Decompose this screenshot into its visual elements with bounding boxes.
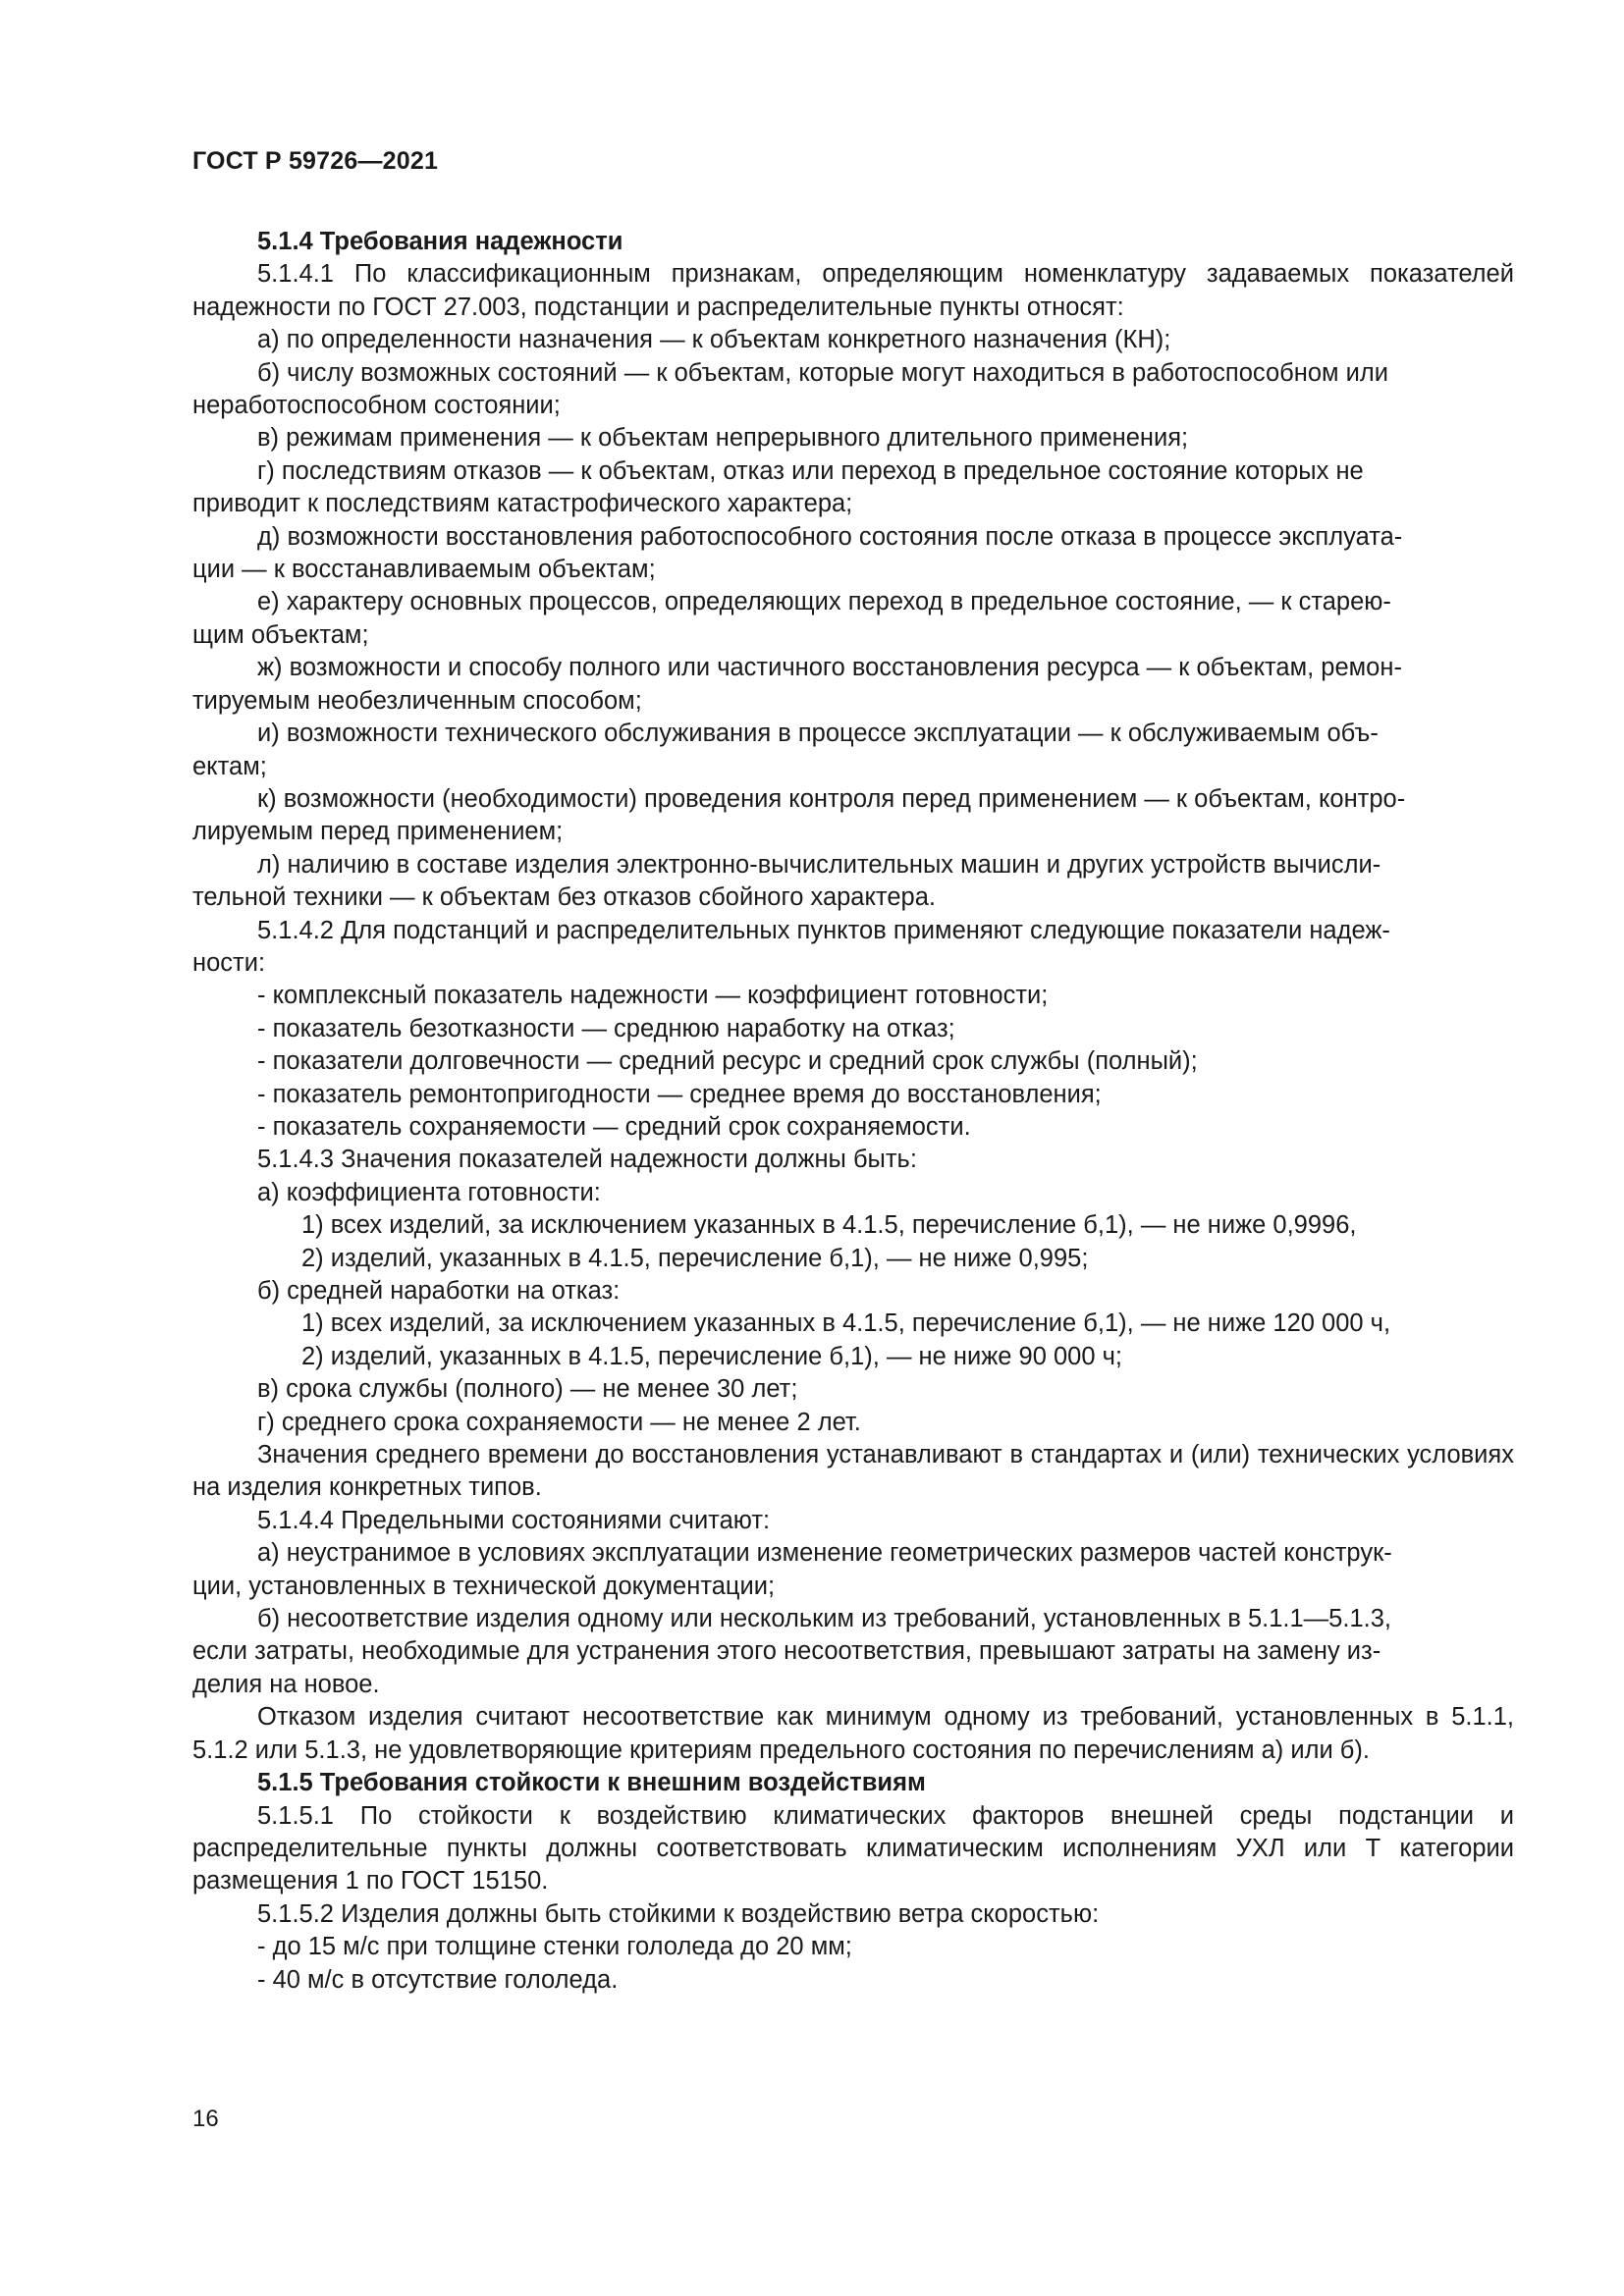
- list-item-l: л) наличию в составе изделия электронно-вычислительных машин и других устройств вычисли-: [257, 850, 1381, 879]
- list-item-g-cont: приводит к последствиям катастрофического характера;: [192, 490, 853, 518]
- limit-item-b-cont: делия на новое.: [192, 1670, 380, 1698]
- list-item-e: е) характеру основных процессов, определяющих переход в предельное состояние, — к старею-: [257, 588, 1391, 616]
- paragraph-5-1-5-1: 5.1.5.1 По стойкости к воздействию климатических факторов внешней среды подстанции и распределительные пункты должны соответствовать климатическим исполнениям УХЛ или Т категории размещения 1 по ГОСТ 15150.: [192, 1801, 1514, 1896]
- value-subitem: 2) изделий, указанных в 4.1.5, перечисление б,1), — не ниже 0,995;: [301, 1244, 1089, 1272]
- list-item-d-cont: ции — к восстанавливаемым объектам;: [192, 556, 656, 584]
- list-item-v: в) режимам применения — к объектам непрерывного длительного применения;: [257, 424, 1189, 453]
- paragraph-5-1-4-2: 5.1.4.2 Для подстанций и распределительных пунктов применяют следующие показатели надеж-: [257, 916, 1390, 944]
- paragraph-5-1-5-2: 5.1.5.2 Изделия должны быть стойкими к воздействию ветра скоростью:: [257, 1899, 1100, 1928]
- value-item-g: г) среднего срока сохраняемости — не менее 2 лет.: [257, 1408, 861, 1436]
- value-subitem: 1) всех изделий, за исключением указанных в 4.1.5, перечисление б,1), — не ниже 0,9996,: [301, 1211, 1357, 1240]
- dash-item: - показатель безотказности — среднюю наработку на отказ;: [257, 1014, 955, 1042]
- list-item-zh-cont: тируемым необезличенным способом;: [192, 686, 642, 715]
- section-heading-5-1-4: 5.1.4 Требования надежности: [257, 228, 623, 255]
- limit-item-b-cont: если затраты, необходимые для устранения этого несоответствия, превышают затраты на замену из-: [192, 1637, 1381, 1666]
- section-heading-5-1-5: 5.1.5 Требования стойкости к внешним воздействиям: [257, 1769, 926, 1797]
- dash-item: - показатель ремонтопригодности — среднее время до восстановления;: [257, 1080, 1102, 1108]
- list-item-l-cont: тельной техники — к объектам без отказов сбойного характера.: [192, 883, 936, 912]
- limit-item-a-cont: ции, установленных в технической документации;: [192, 1572, 776, 1600]
- dash-item: - показатели долговечности — средний ресурс и средний срок службы (полный);: [257, 1047, 1198, 1076]
- page-body: [192, 226, 1514, 1997]
- dash-item: - показатель сохраняемости — средний срок сохраняемости.: [257, 1112, 971, 1141]
- value-subitem: 1) всех изделий, за исключением указанных в 4.1.5, перечисление б,1), — не ниже 120 000 ч,: [301, 1309, 1391, 1338]
- paragraph-5-1-4-1: 5.1.4.1 По классификационным признакам, определяющим номенклатуру задаваемых показателей надежности по ГОСТ 27.003, подстанции и распределительные пункты относят:: [192, 260, 1514, 321]
- list-item-b-cont: неработоспособном состоянии;: [192, 392, 561, 420]
- list-item-e-cont: щим объектам;: [192, 620, 369, 649]
- list-item-zh: ж) возможности и способу полного или частичного восстановления ресурса — к объектам, ремон-: [257, 654, 1402, 682]
- paragraph-5-1-4-4: 5.1.4.4 Предельными состояниями считают:: [257, 1506, 771, 1534]
- list-item-k: к) возможности (необходимости) проведения контроля перед применением — к объектам, контро-: [257, 784, 1406, 813]
- value-item-v: в) срока службы (полного) — не менее 30 лет;: [257, 1375, 798, 1404]
- standard-designation: ГОСТ Р 59726—2021: [192, 147, 439, 175]
- dash-item: - комплексный показатель надежности — коэффициент готовности;: [257, 982, 1049, 1010]
- paragraph-5-1-4-2-cont: ности:: [192, 948, 266, 977]
- wind-item: - 40 м/с в отсутствие гололеда.: [257, 1965, 619, 1994]
- list-item-a: а) по определенности назначения — к объектам конкретного назначения (КН);: [257, 326, 1171, 354]
- list-item-g: г) последствиям отказов — к объектам, отказ или переход в предельное состояние которых не: [257, 456, 1364, 485]
- page-number: 16: [192, 2106, 219, 2132]
- list-item-i-cont: ектам;: [192, 752, 267, 780]
- value-item-b: б) средней наработки на отказ:: [257, 1277, 621, 1305]
- value-subitem: 2) изделий, указанных в 4.1.5, перечисление б,1), — не ниже 90 000 ч;: [301, 1342, 1122, 1370]
- list-item-i: и) возможности технического обслуживания в процессе эксплуатации — к обслуживаемым объ-: [257, 720, 1379, 748]
- list-item-b: б) числу возможных состояний — к объектам, которые могут находиться в работоспособном или: [257, 358, 1388, 387]
- paragraph-5-1-4-3: 5.1.4.3 Значения показателей надежности должны быть:: [257, 1146, 917, 1174]
- paragraph-restore-time: Значения среднего времени до восстановления устанавливают в стандартах и (или) технических условиях на изделия конкретных типов.: [192, 1441, 1514, 1502]
- limit-item-b: б) несоответствие изделия одному или нескольким из требований, установленных в 5.1.1—5.1.3,: [257, 1605, 1391, 1633]
- value-item-a: а) коэффициента готовности:: [257, 1178, 601, 1206]
- wind-item: - до 15 м/с при толщине стенки гололеда до 20 мм;: [257, 1933, 852, 1961]
- list-item-d: д) возможности восстановления работоспособного состояния после отказа в процессе эксплуата-: [257, 522, 1403, 551]
- paragraph-failure: Отказом изделия считают несоответствие как минимум одному из требований, установленных в 5.1.1, 5.1.2 или 5.1.3, не удовлетворяющие критериям предельного состояния по перечислениям а) или б).: [192, 1703, 1514, 1764]
- limit-item-a: а) неустранимое в условиях эксплуатации изменение геометрических размеров частей конструк-: [257, 1539, 1392, 1568]
- list-item-k-cont: лируемым перед применением;: [192, 818, 564, 846]
